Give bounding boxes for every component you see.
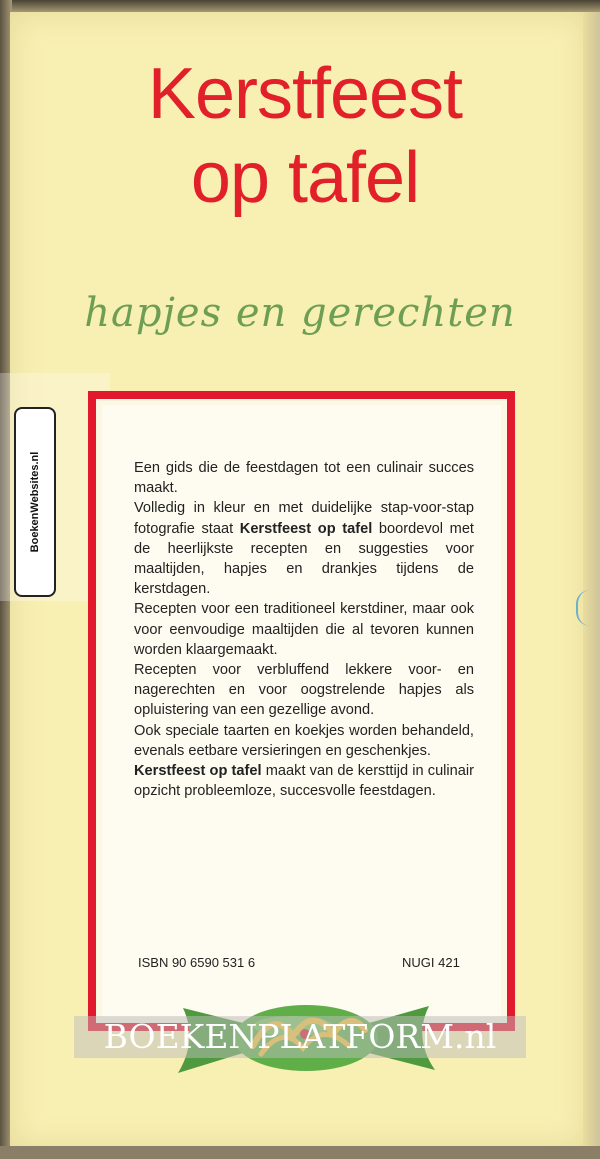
- blurb-paragraph: [134, 761, 474, 801]
- blurb-title-mention: Kerstfeest op tafel: [239, 520, 373, 537]
- isbn-number: ISBN 90 6590 531 6: [138, 955, 256, 970]
- blurb-paragraph: Ook speciale taarten en koekjes worden behandeld, evenals eetbare versieringen en geschenkjes.: [134, 722, 474, 759]
- blurb-title-mention: Kerstfeest op tafel: [134, 763, 262, 780]
- shop-sticker: [14, 407, 56, 597]
- blurb-text: maakt van de kersttijd in culinair opzicht probleemloze, succesvolle feestdagen.: [134, 763, 475, 800]
- blurb-paragraph: Een gids die de feestdagen tot een culinair succes maakt.: [134, 460, 474, 497]
- book-title-line-1: Kerstfeest: [147, 54, 463, 134]
- watermark-text: BOEKENPLATFORM.nl: [103, 1017, 497, 1056]
- book-title: [70, 52, 540, 220]
- nugi-code: NUGI 421: [402, 955, 460, 970]
- blurb-text: Volledig in kleur en met duidelijke stap-voor-stap fotografie staat: [134, 500, 474, 537]
- blurb-paragraph: Recepten voor verbluffend lekkere voor- en nagerechten en voor oogstrelende hapjes als opluistering van een gezellige avond.: [134, 662, 474, 719]
- blurb-text: boordevol met de heerlijkste recepten en suggesties voor maaltijden, hapjes en drankjes tijdens de kerstdagen.: [134, 520, 474, 598]
- watermark-band: [74, 1016, 526, 1058]
- book-title-line-2: op tafel: [190, 138, 420, 218]
- back-cover-description: [134, 458, 474, 801]
- shop-sticker-label: BoekenWebsites.nl: [29, 451, 41, 553]
- blurb-paragraph: Recepten voor een traditioneel kerstdiner, maar ook voor eenvoudige maaltijden die al tevoren kunnen worden klaargemaakt.: [134, 601, 474, 658]
- cover-curl-mark: [576, 590, 592, 626]
- blurb-paragraph: [134, 498, 474, 599]
- scan-edge-bottom: [0, 1146, 600, 1159]
- book-subtitle: hapjes en gerechten: [84, 290, 516, 336]
- cover-edge-shadow: [583, 12, 600, 1148]
